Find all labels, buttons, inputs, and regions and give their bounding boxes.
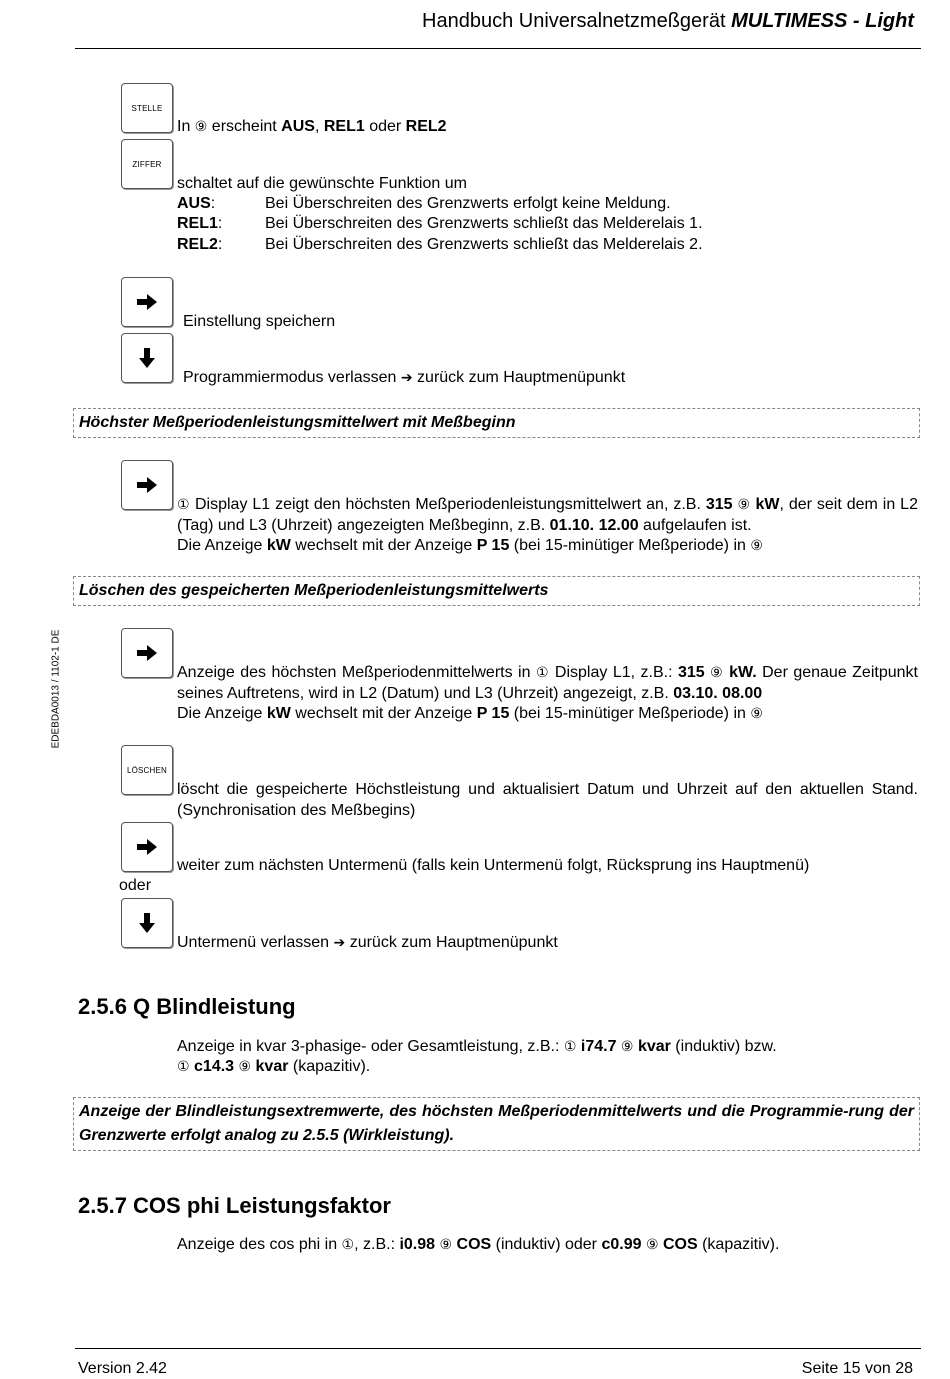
heading-2-5-7: 2.5.7 COS phi Leistungsfaktor: [78, 1193, 391, 1218]
circled-nine-icon: ⑨: [710, 665, 724, 681]
document-code: EDEBDA0013 / 1102-1 DE: [50, 629, 62, 749]
option-aus: AUS: Bei Überschreiten des Grenzwerts erfolgt keine Meldung.: [177, 195, 671, 212]
loeschen-description: löscht die gespeicherte Höchstleistung und aktualisiert Datum und Uhrzeit auf den aktuellen Stand. (Synchronisation des Meßbegins): [177, 781, 918, 819]
ziffer-description: schaltet auf die gewünschte Funktion um: [177, 175, 467, 192]
circled-nine-icon: ⑨: [194, 119, 208, 135]
arrow-icon: ➔: [400, 370, 413, 386]
section-max-title: Höchster Meßperiodenleistungsmittelwert mit Meßbeginn: [73, 408, 920, 438]
circled-nine-icon: ⑨: [750, 706, 763, 722]
footer-version: Version 2.42: [78, 1360, 167, 1377]
section-delete-note: Die Anzeige kW wechselt mit der Anzeige P 15 (bei 15-minütiger Meßperiode) in ⑨: [177, 705, 763, 722]
footer-page-number: Seite 15 von 28: [801, 1360, 913, 1377]
submenu-exit-description: Untermenü verlassen ➔ zurück zum Hauptmenüpunkt: [177, 934, 558, 951]
blindleistung-note: Anzeige der Blindleistungsextremwerte, des höchsten Meßperiodenmittelwerts und die Programmie-rung der Grenzwerte erfolgt analog zu 2.5.5 (Wirkleistung).: [73, 1097, 920, 1151]
circled-nine-icon: ⑨: [750, 538, 763, 554]
loeschen-key-icon: [121, 745, 173, 795]
right-arrow-key-icon: [121, 822, 173, 872]
heading-2-5-6: 2.5.6 Q Blindleistung: [78, 994, 296, 1019]
circled-one-icon: ①: [341, 1237, 355, 1253]
exit-description: Programmiermodus verlassen ➔ zurück zum Hauptmenüpunkt: [183, 369, 626, 386]
blindleistung-line-1: Anzeige in kvar 3-phasige- oder Gesamtleistung, z.B.: ① i74.7 ⑨ kvar (induktiv) bzw.: [177, 1038, 777, 1055]
arrow-icon: ➔: [333, 935, 346, 951]
stelle-key-icon: [121, 83, 173, 133]
header-brand: MULTIMESS - Light: [731, 10, 914, 32]
oder-label: oder: [119, 877, 152, 894]
cosphi-line: Anzeige des cos phi in ①, z.B.: i0.98 ⑨ COS (induktiv) oder c0.99 ⑨ COS (kapazitiv).: [177, 1236, 780, 1253]
stelle-key-label: STELLE: [131, 103, 163, 113]
circled-nine-icon: ⑨: [737, 497, 751, 513]
circled-nine-icon: ⑨: [439, 1237, 453, 1253]
ziffer-key-icon: [121, 139, 173, 189]
right-arrow-key-icon: [121, 277, 173, 327]
stelle-description: In ⑨ erscheint AUS, REL1 oder REL2: [177, 118, 447, 135]
circled-one-icon: ①: [177, 497, 191, 513]
header-title: Handbuch Universalnetzmeßgerät: [422, 10, 732, 32]
option-rel1: REL1: Bei Überschreiten des Grenzwerts schließt das Melderelais 1.: [177, 215, 703, 232]
circled-nine-icon: ⑨: [238, 1059, 252, 1075]
circled-one-icon: ①: [535, 665, 550, 681]
circled-one-icon: ①: [177, 1059, 190, 1075]
save-description: Einstellung speichern: [183, 313, 336, 330]
right-arrow-key-icon: [121, 460, 173, 510]
blindleistung-line-2: ① c14.3 ⑨ kvar (kapazitiv).: [177, 1058, 371, 1075]
section-max-note: Die Anzeige kW wechselt mit der Anzeige P 15 (bei 15-minütiger Meßperiode) in ⑨: [177, 537, 763, 554]
down-arrow-key-icon: [121, 333, 173, 383]
section-delete-title: Löschen des gespeicherten Meßperiodenleistungsmittelwerts: [73, 576, 920, 606]
page-header: [422, 10, 914, 33]
circled-one-icon: ①: [563, 1039, 577, 1055]
circled-nine-icon: ⑨: [645, 1237, 659, 1253]
down-arrow-key-icon: [121, 898, 173, 948]
ziffer-key-label: ZIFFER: [132, 159, 162, 169]
circled-nine-icon: ⑨: [620, 1039, 634, 1055]
right-arrow-key-icon: [121, 628, 173, 678]
header-rule: [75, 48, 921, 49]
loeschen-key-label: LÖSCHEN: [126, 765, 168, 775]
section-max-description: ① Display L1 zeigt den höchsten Meßperiodenleistungsmittelwert an, z.B. 315 ⑨ kW, der seit dem in L2 (Tag) und L3 (Uhrzeit) angezeigten Meßbeginn, z.B. 01.10. 12.00 aufgelaufen ist.: [177, 496, 918, 534]
next-description: weiter zum nächsten Untermenü (falls kein Untermenü folgt, Rücksprung ins Hauptmenü): [177, 857, 810, 874]
option-rel2: REL2: Bei Überschreiten des Grenzwerts schließt das Melderelais 2.: [177, 236, 703, 253]
footer-rule: [75, 1348, 921, 1349]
section-delete-description: Anzeige des höchsten Meßperiodenmittelwerts in ① Display L1, z.B.: 315 ⑨ kW. Der genaue Zeitpunkt seines Auftretens, wird in L2 (Datum) und L3 (Uhrzeit) angezeigt, z.B. 03.10. 08.00: [177, 664, 918, 702]
